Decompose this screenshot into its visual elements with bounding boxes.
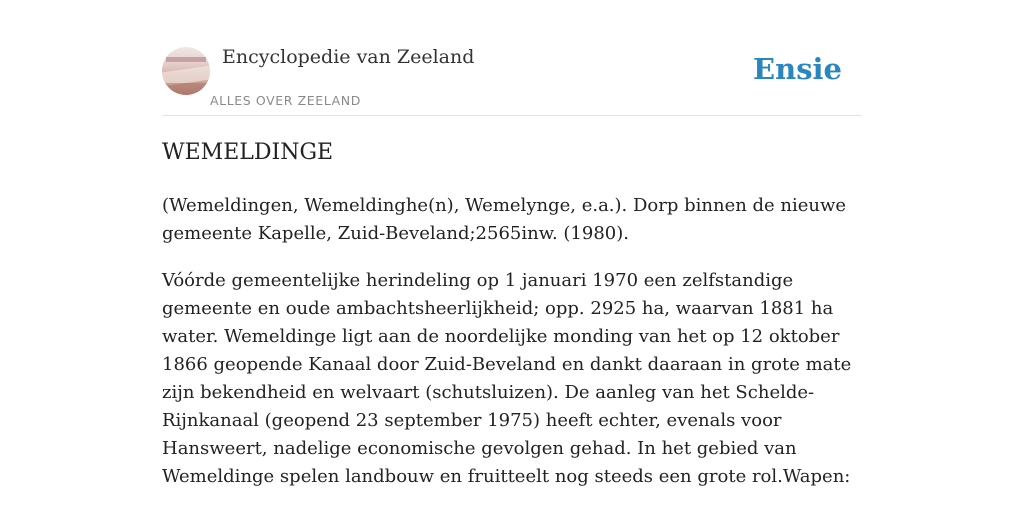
- article-paragraph: Vóórde gemeentelijke herindeling op 1 januari 1970 een zelfstandige gemeente en oude ambachtsheerlijkheid; opp. 2925 ha, waarvan 1881 ha water. Wemeldinge ligt aan de noordelijke monding van het op 12 oktober 1866 geopende Kanaal door Zuid-Beveland en dankt daaraan in grote mate zijn bekendheid en welvaart (schutsluizen). De aanleg van het Schelde-Rijnkanaal (geopend 23 september 1975) heeft echter, evenals voor Hansweert, nadelige economische gevolgen gehad. In het gebied van Wemeldinge spelen landbouw en fruitteelt nog steeds een grote rol.Wapen:: [162, 270, 852, 487]
- avatar-detail: [162, 83, 210, 95]
- site-title[interactable]: Encyclopedie van Zeeland: [222, 46, 475, 68]
- site-subtitle: ALLES OVER ZEELAND: [210, 93, 361, 108]
- brand-logo[interactable]: Ensie: [753, 52, 842, 86]
- site-header: [162, 44, 862, 116]
- article-paragraph: (Wemeldingen, Wemeldinghe(n), Wemelynge, e.a.). Dorp binnen de nieuwe gemeente Kapelle, Zuid-Beveland;2565inw. (1980).: [162, 195, 847, 244]
- article-title: WEMELDINGE: [162, 140, 334, 165]
- site-avatar[interactable]: [162, 47, 210, 95]
- avatar-detail: [166, 57, 206, 62]
